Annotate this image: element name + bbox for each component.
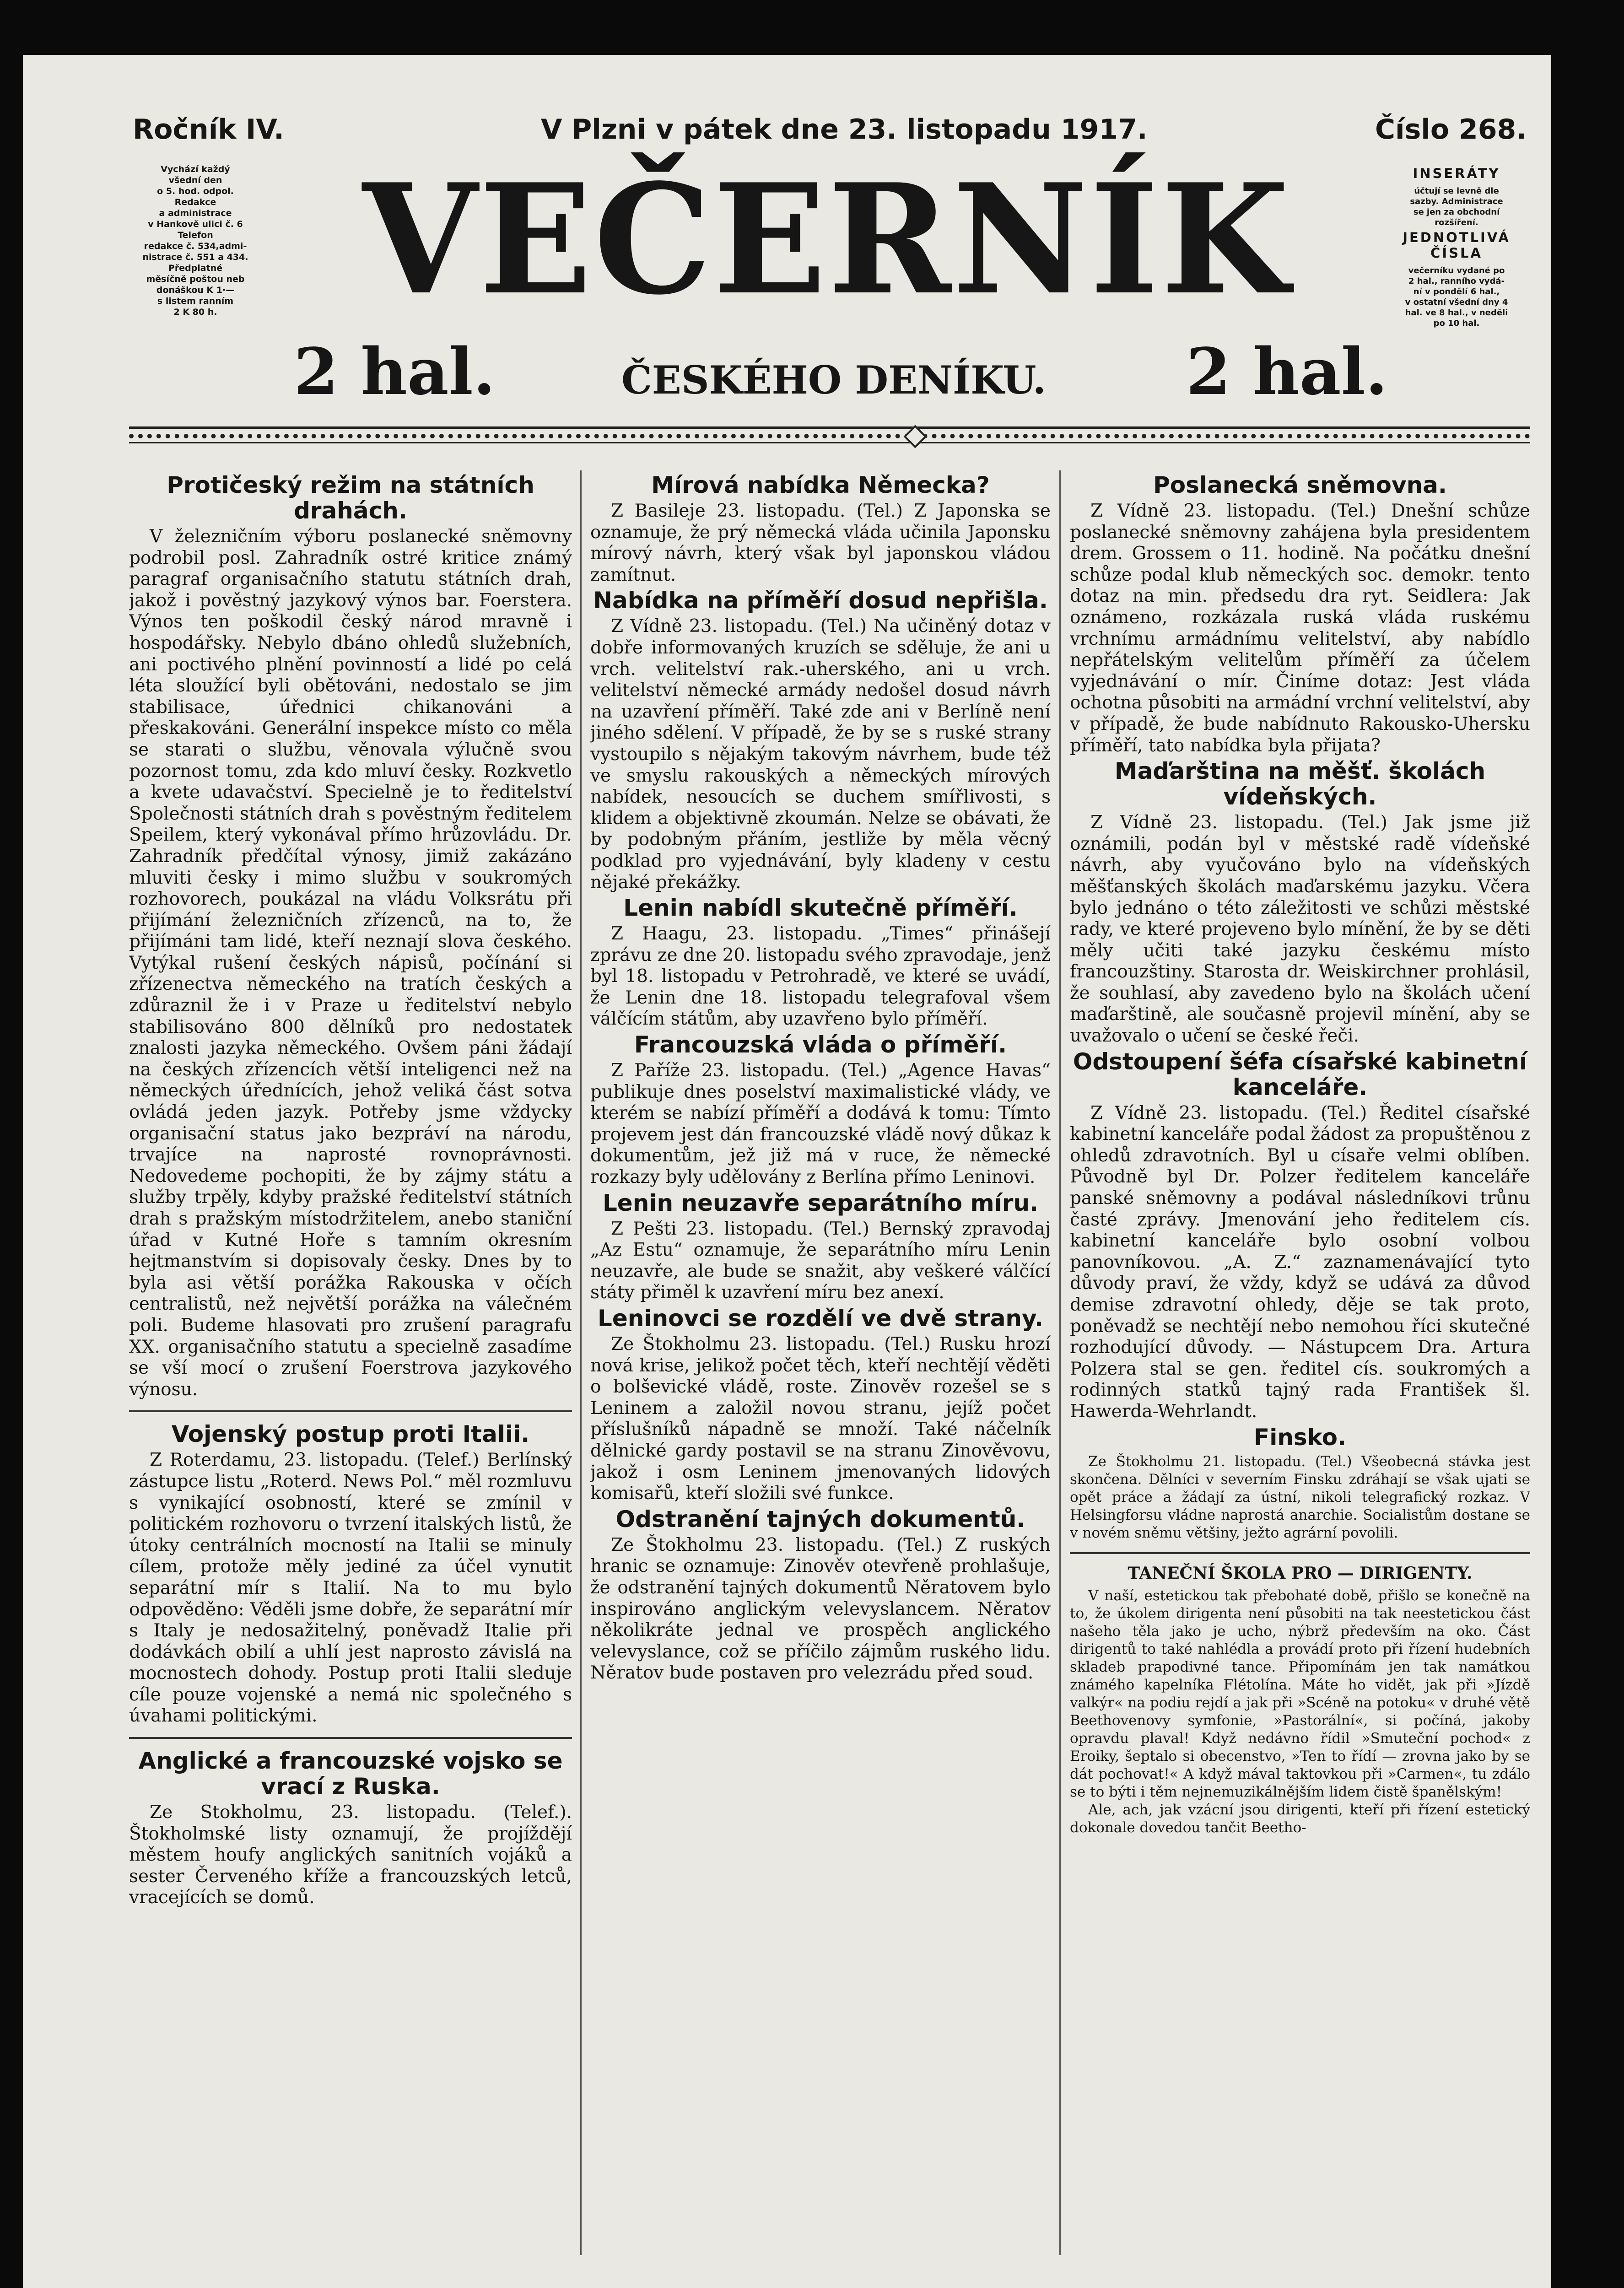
- article: [590, 895, 1051, 1030]
- article: [1070, 1049, 1530, 1423]
- article-separator: [129, 1737, 572, 1739]
- info-line: hal. ve 8 hal., v neděli: [1405, 308, 1508, 318]
- article-headline: Maďarština na měšť. školách vídeňských.: [1114, 758, 1486, 810]
- column-2: [590, 470, 1051, 2255]
- article-separator: [129, 1410, 572, 1412]
- article: [1070, 1425, 1530, 1542]
- info-line: měsíčně poštou neb: [146, 274, 245, 284]
- article-paragraph: Z Vídně 23. listopadu. (Tel.) Ředitel císařské kabinetní kanceláře podal žádost za propuštěnou z ohledů zdravotních. Byl u císaře velmi oblíben. Původně byl Dr. Polzer ředitelem kanceláře panské sněmovny a podával následníkovi trůnu časté zprávy. Jmenování jeho ředitelem cís. kabinetní kanceláře bylo osobní volbou panovníkovou. „A. Z.“ zaznamenávající tyto důvody praví, že vždy, když se udává za důvod demise zdravotní ohledy, děje se tak proto, poněvadž se nechtějí nebo nemohou říci skutečné rozhodující důvody. — Nástupcem Dra. Artura Polzera stal se gen. ředitel cís. soukromých a rodinných statků tajný rada František šl. Hawerda-Wehrlandt.: [1070, 1102, 1530, 1422]
- article-paragraph: Z Vídně 23. listopadu. (Tel.) Dnešní schůze poslanecké sněmovny zahájena byla presidentem drem. Grossem o 11. hodině. Na počátku dnešní schůze podal klub německých soc. demokr. tento dotaz na min. předsedu dra ryt. Seidlera: Jak oznámeno, rozkázala ruská vláda ruskému vrchnímu armádnímu velitelství, aby nabídlo nepřátelským velitelům příměří za účelem vyjednávání o mír. Činíme dotaz: Jest vláda ochotna působiti na armádní vrchní velitelství, aby v případě, že bude nabídnuto Rakousko-Uhersku příměří, tato nabídka byla přijata?: [1070, 501, 1530, 756]
- info-line: donáškou K 1·—: [156, 285, 235, 295]
- article-headline: Vojenský postup proti Italii.: [171, 1421, 530, 1448]
- article-paragraph: Ze Štokholmu 21. listopadu. (Tel.) Všeobecná stávka jest skončena. Dělníci v severním Finsku zdráhají se však ujati se opět práce a žádají za ústní, nikoli telegrafický rozkaz. V Helsingforsu vládne naprostá anarchie. Socialistům dostane se v novém sněmu většiny, ježto agrární povolili.: [1070, 1453, 1530, 1541]
- article-headline: Lenin nabídl skutečně příměří.: [623, 895, 1018, 922]
- masthead-title: VEČERNÍK: [362, 151, 1291, 328]
- info-line: večerníku vydané po: [1408, 266, 1505, 275]
- column-divider: [1059, 470, 1061, 2255]
- issue-date: V Plzni v pátek dne 23. listopadu 1917.: [541, 113, 1148, 146]
- article-headline: Odstoupení šéfa císařské kabinetní kanceláře.: [1073, 1048, 1527, 1101]
- info-line: redakce č. 534,admi-: [144, 241, 247, 251]
- article: [590, 1506, 1051, 1684]
- article: [590, 588, 1051, 893]
- article-headline: Leninovci se rozdělí ve dvě strany.: [597, 1305, 1044, 1332]
- info-line: všední den: [168, 175, 222, 185]
- column-3: [1070, 470, 1530, 2255]
- volume-label: Ročník IV.: [133, 113, 284, 146]
- newspaper-page: [23, 55, 1551, 2288]
- issue-number: Číslo 268.: [1375, 113, 1527, 146]
- top-line: [129, 109, 1530, 155]
- article: [590, 472, 1051, 586]
- info-line: Vychází každý: [161, 164, 230, 174]
- info-line: Předplatné: [168, 263, 223, 273]
- article-paragraph: Z Vídně 23. listopadu. (Tel.) Na učiněný dotaz v dobře informovaných kruzích se sděluje, že ani u vrch. velitelství rak.-uherského, ani u vrch. velitelství německé armády nedošel dosud návrh na uzavření příměří. Také zde ani v Berlíně není jiného sdělení. V případě, že by se s ruské strany vystoupilo s nějakým takovým návrhem, bude též ve smyslu rakouských a německých mírových nabídek, nesoucích se duchem smířlivosti, s klidem a objektivně zkoumán. Nelze se obávati, že by podobným přáním, jestliže by měla věcný podklad pro vyjednávání, byly kladeny v cestu nějaké překážky.: [590, 616, 1051, 893]
- article: [590, 1032, 1051, 1188]
- info-line: 2 K 80 h.: [173, 307, 217, 317]
- header-rule: [129, 425, 1530, 444]
- article: [129, 1748, 572, 1909]
- info-line: a administrace: [159, 208, 232, 218]
- info-line: ní v pondělí 6 hal.,: [1413, 287, 1500, 297]
- article-headline: Mírová nabídka Německa?: [651, 472, 990, 498]
- article-paragraph: Z Roterdamu, 23. listopadu. (Telef.) Berlínský zástupce listu „Roterd. News Pol.“ měl rozmluvu s vynikající osobností, které se zmínil v politickém rozhovoru o tvrzení italských listů, že útoky centrálních mocností na Italii se minuly cílem, protože měly jediné za účel vynutit separátní mír s Italií. Na to mu bylo odpověděno: Věděli jsme dobře, že separátní mír s Italy je nedosažitelný, poněvadž Italie při dodávkách obilí a uhlí jest naprosto závislá na mocnostech dohody. Postup proti Italii sleduje cíle pouze vojenské a nemá nic společného s úvahami politickými.: [129, 1450, 572, 1727]
- article-paragraph: Z Paříže 23. listopadu. (Tel.) „Agence Havas“ publikuje dnes poselství maximalistické vlády, ve kterém se nabízí příměří a dodává k tomu: Tímto projevem jest dán francouzské vládě nový důkaz k dokumentům, jež již má v ruce, že německé rozkazy byly udělovány z Berlína přímo Leninovi.: [590, 1060, 1051, 1188]
- article-paragraph: V naší, estetickou tak přebohaté době, přišlo se konečně na to, že úkolem dirigenta není působiti na tak neestetickou část našeho těla jako je ucho, nýbrž především na oko. Část dirigentů to také nahlédla a provádí proto při řízení hudebních skladeb prapodivné tance. Připomínám jen tak namátkou známého kapelníka Flétolína. Máte ho vidět, jak při »Jízdě valkýr« na podiu rejdí a jak při »Scéně na potoku« v druhé větě Beethovenovy symfonie, »Pastorální«, si počíná, jakoby opravdu plaval! Když nedávno řídil »Smuteční pochod« z Eroiky, šeptalo si obecenstvo, »Ten to řídí — zrovna jako by se dát pochovat!« A když mával taktovkou při »Carmen«, tu zdálo se to býti i těm nejnemuzikálnějším lidem čistě španělským!: [1070, 1587, 1530, 1800]
- info-line: Telefon: [178, 230, 213, 240]
- info-line: účtují se levně dle: [1414, 186, 1499, 196]
- article-headline: Francouzská vláda o příměří.: [634, 1031, 1007, 1058]
- info-line: po 10 hal.: [1433, 318, 1480, 328]
- single-issues-heading: JEDNOTLIVÁ ČÍSLA: [1403, 230, 1511, 261]
- info-line: s listem ranním: [157, 296, 234, 306]
- feuilleton-headline: TANEČNÍ ŠKOLA PRO — DIRIGENTY.: [1128, 1563, 1473, 1583]
- article-headline: Poslanecká sněmovna.: [1153, 472, 1447, 498]
- article-paragraph: Ze Stokholmu, 23. listopadu. (Telef.). Štokholmské listy oznamují, že projíždějí městem houfy anglických sanitních vojáků a sester Červeného kříže a francouzských letců, vracejících se domů.: [129, 1802, 572, 1908]
- article: [1070, 472, 1530, 756]
- price-left: 2 hal.: [294, 335, 496, 410]
- article-paragraph: Ze Štokholmu 23. listopadu. (Tel.) Rusku hrozí nová krise, jelikož počet těch, kteří nechtějí věděti o bolševické vládě, roste. Zinověv rozešel se s Leninem a založil novou stranu, jejíž počet příslušníků nápadně se množí. Také náčelník dělnické gardy postavil se na stranu Zinověvovu, jakož i osm Leninem jmenovaných lidových komisařů, kteří složili své funkce.: [590, 1334, 1051, 1504]
- article-headline: Lenin neuzavře separátního míru.: [602, 1189, 1039, 1216]
- article-headline: Protičeský režim na státních drahách.: [167, 472, 534, 524]
- article-paragraph: Z Haagu, 23. listopadu. „Times“ přinášejí zprávu ze dne 20. listopadu svého zpravodaje, jenž byl 18. listopadu v Petrohradě, ve které se uvádí, že Lenin dne 18. listopadu telegrafoval všem válčícím státům, aby uzavřeno bylo příměří.: [590, 923, 1051, 1030]
- info-line: o 5. hod. odpol.: [157, 186, 234, 196]
- article: [590, 1190, 1051, 1304]
- info-line: 2 hal., ranního vydá-: [1408, 276, 1505, 286]
- article: [129, 1421, 572, 1727]
- publication-info: [129, 164, 262, 393]
- article: [1070, 758, 1530, 1047]
- page-content: [129, 109, 1530, 2260]
- article-headline: Finsko.: [1254, 1424, 1346, 1451]
- article-headline: Nabídka na příměří dosud nepřišla.: [593, 587, 1048, 614]
- info-line: sazby. Administrace: [1410, 197, 1503, 206]
- article: [590, 1306, 1051, 1505]
- article-paragraph: Z Vídně 23. listopadu. (Tel.) Jak jsme již oznámili, podán byl v městské radě vídeňské návrh, aby vyučováno bylo na vídeňských měšťanských školách maďarskému jazyku. Včera bylo jednáno o této záležitosti ve schůzi městské rady, ve které projeveno bylo mínění, že by se děti měly učiti také jazyku českému místo francouzštiny. Starosta dr. Weiskirchner prohlásil, že souhlasí, aby zavedeno bylo na školách učení maďarštině, ale současně projevil mínění, aby se uvažovalo o učení se české řeči.: [1070, 812, 1530, 1047]
- article-paragraph: V železničním výboru poslanecké sněmovny podrobil posl. Zahradník ostré kritice známý paragraf organisačního statutu státních drah, jakož i pověstný jazykový výnos bar. Foerstera. Výnos ten poškodil český národ mravně i hospodářsky. Nebylo dbáno ohledů služebních, ani poctivého plnění povinností a lidé po celá léta sloužící byli obětováni, nedostalo se jim stabilisace, úřednici chikanováni a přeskakováni. Generální inspekce místo co měla se starati o službu, věnovala výlučně svou pozornost tomu, zda kdo mluví česky. Rozkvetlo a kvete udavačství. Specielně je to ředitelství Společnosti státních drah s pověstným ředitelem Speilem, který vykonával přímo hrůzovládu. Dr. Zahradník předčítal výnosy, jimiž zakázáno mluviti česky i mimo službu v soukromých rozhovorech, poukázal na vládu Volksrátu při přijímání železničních zřízenců, na to, že přijímáni tam lidé, kteří neznají slova českého. Vytýkal rušení českých nápisů, počínání si zřízenectva německého na tratích českých a zdůraznil že i v Praze u ředitelství nebylo stabilisováno 800 dělníků pro nedostatek znalosti jazyka německého. Ovšem páni žádají na českých zřízencích větší inteligenci než na německých úřednících, jehož veliká část sotva ovládá jeden jazyk. Potřeby jsme vždycky organisační status jako bezpráví na národu, trvajíce na naprosté rovnoprávnosti. Nedovedeme pochopiti, že by zájmy státu a služby trpěly, kdyby pražské ředitelství státních drah s pražským místodržitelem, anebo staniční úřad v Kutné Hoře s tamním okresním hejtmanstvím si dopisovaly česky. Dnes by to byla asi větší porážka Rakouska v očích centralistů, než největší porážka na válečném poli. Budeme hlasovati pro zrušení paragrafu XX. organisačního statutu a specielně zasadíme se vší mocí o zrušení Foerstrova jazykového výnosu.: [129, 526, 572, 1400]
- info-line: se jen za obchodní: [1413, 207, 1500, 217]
- info-line: Redakce: [174, 197, 216, 207]
- inserts-heading: INSERÁTY: [1413, 166, 1500, 181]
- info-line: nistrace č. 551 a 434.: [142, 252, 248, 262]
- price-right: 2 hal.: [1186, 335, 1388, 410]
- article-paragraph: Z Pešti 23. listopadu. (Tel.) Bernský zpravodaj „Az Estu“ oznamuje, že separátního míru Lenin neuzavře, ale bude se snažit, aby veškeré válčící státy přiměl k uzavření míru bez anexí.: [590, 1218, 1051, 1303]
- info-line: v Hankově ulici č. 6: [148, 219, 243, 229]
- article-paragraph: Ale, ach, jak vzácní jsou dirigenti, kteří při řízení estetický dokonale dovedou tančit Beetho-: [1070, 1801, 1530, 1836]
- column-1: [129, 470, 572, 2255]
- article-paragraph: Z Basileje 23. listopadu. (Tel.) Z Japonska se oznamuje, že prý německá vláda učinila Japonsku mírový návrh, který však byl japonskou vládou zamítnut.: [590, 501, 1051, 585]
- article-headline: Odstranění tajných dokumentů.: [615, 1506, 1025, 1533]
- article-headline: Anglické a francouzské vojsko se vrací z Ruska.: [138, 1748, 563, 1800]
- info-line: v ostatní všední dny 4: [1405, 297, 1508, 307]
- info-line: rozšíření.: [1435, 218, 1478, 227]
- article-separator: [1070, 1552, 1530, 1554]
- article-paragraph: Ze Štokholmu 23. listopadu. (Tel.) Z ruských hranic se oznamuje: Zinověv otevřeně prohlašuje, že odstranění tajných dokumentů Něratovem bylo inspirováno anglickým velevyslancem. Něratov několikráte jednal ve prospěch anglického velevyslance, což se příčilo zájmům ruského lidu. Něratov bude postaven pro velezrádu před soud.: [590, 1534, 1051, 1684]
- feuilleton: [1070, 1563, 1530, 1837]
- masthead-subtitle: ČESKÉHO DENÍKU.: [621, 357, 1047, 403]
- column-divider: [580, 470, 582, 2255]
- advertising-info: [1383, 164, 1530, 420]
- article: [129, 472, 572, 1400]
